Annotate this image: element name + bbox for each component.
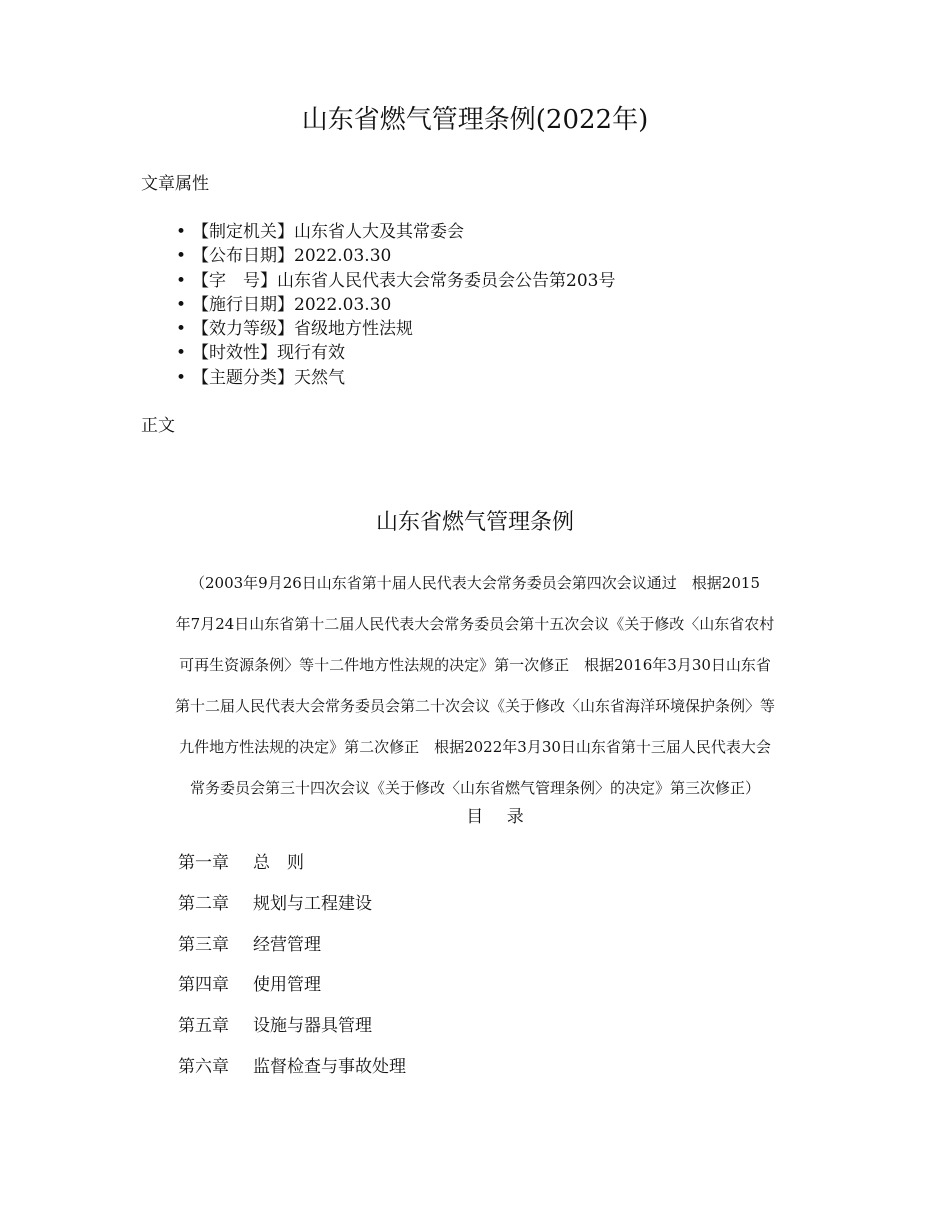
toc-item [178,925,406,966]
bullet-icon: • [176,246,187,267]
preamble-line: 可再生资源条例〉等十二件地方性法规的决定》第一次修正 根据2016年3月30日山东省 [179,656,771,674]
toc-chapter-title: 监督检查与事故处理 [253,1056,406,1077]
bullet-icon: • [176,222,187,242]
attribute-item [176,341,615,365]
bullet-icon: • [176,367,187,388]
preamble-line: 常务委员会第三十四次会议《关于修改〈山东省燃气管理条例〉的决定》第三次修正） [189,779,760,797]
bullet-icon: • [176,319,187,340]
preamble [143,563,807,809]
law-title: 山东省燃气管理条例 [375,510,574,535]
preamble-line: （2003年9月26日山东省第十届人民代表大会常务委员会第四次会议通过 根据2015 [190,574,760,592]
bullet-icon: • [176,270,187,291]
toc-item [178,965,406,1006]
attribute-text: 【时效性】现行有效 [192,343,345,364]
toc-chapter-number: 第二章 [178,893,229,914]
preamble-line: 年7月24日山东省第十二届人民代表大会常务委员会第十五次会议《关于修改〈山东省农村 [175,615,775,633]
attribute-text: 【施行日期】2022.03.30 [192,294,392,315]
attribute-item [176,317,615,341]
attributes-list [176,220,615,390]
attribute-text: 【公布日期】2022.03.30 [192,246,392,267]
attribute-item [176,220,615,244]
toc-chapter-title: 使用管理 [253,975,321,996]
attribute-item [176,366,615,390]
toc-chapter-number: 第五章 [178,1016,229,1037]
preamble-line: 九件地方性法规的决定》第二次修正 根据2022年3月30日山东省第十三届人民代表大会 [179,738,771,756]
toc-item [178,1047,406,1088]
toc-item [178,884,406,925]
toc-chapter-number: 第一章 [178,853,229,873]
toc-chapter-title: 经营管理 [253,934,321,955]
toc-chapter-number: 第六章 [178,1056,229,1077]
preamble-line: 第十二届人民代表大会常务委员会第二十次会议《关于修改〈山东省海洋环境保护条例〉等 [174,697,775,715]
attribute-text: 【主题分类】天然气 [192,367,345,388]
document-title: 山东省燃气管理条例(2022年) [301,105,649,135]
attribute-item [176,269,615,293]
attribute-item [176,293,615,317]
toc-chapter-title: 规划与工程建设 [253,893,372,914]
toc-chapter-number: 第四章 [178,975,229,996]
toc-chapter-number: 第三章 [178,934,229,955]
table-of-contents [178,843,406,1088]
toc-item [178,843,406,884]
attributes-label: 文章属性 [141,174,209,194]
attribute-item [176,244,615,268]
toc-item [178,1006,406,1047]
attribute-text: 【效力等级】省级地方性法规 [192,319,413,340]
attribute-text: 【字 号】山东省人民代表大会常务委员会公告第203号 [192,270,616,291]
bullet-icon: • [176,294,187,315]
attribute-text: 【制定机关】山东省人大及其常委会 [192,222,464,242]
toc-title: 目 录 [466,807,524,827]
body-label: 正文 [141,416,175,436]
bullet-icon: • [176,343,187,364]
toc-chapter-title: 设施与器具管理 [253,1016,372,1037]
toc-chapter-title: 总 则 [253,853,304,873]
